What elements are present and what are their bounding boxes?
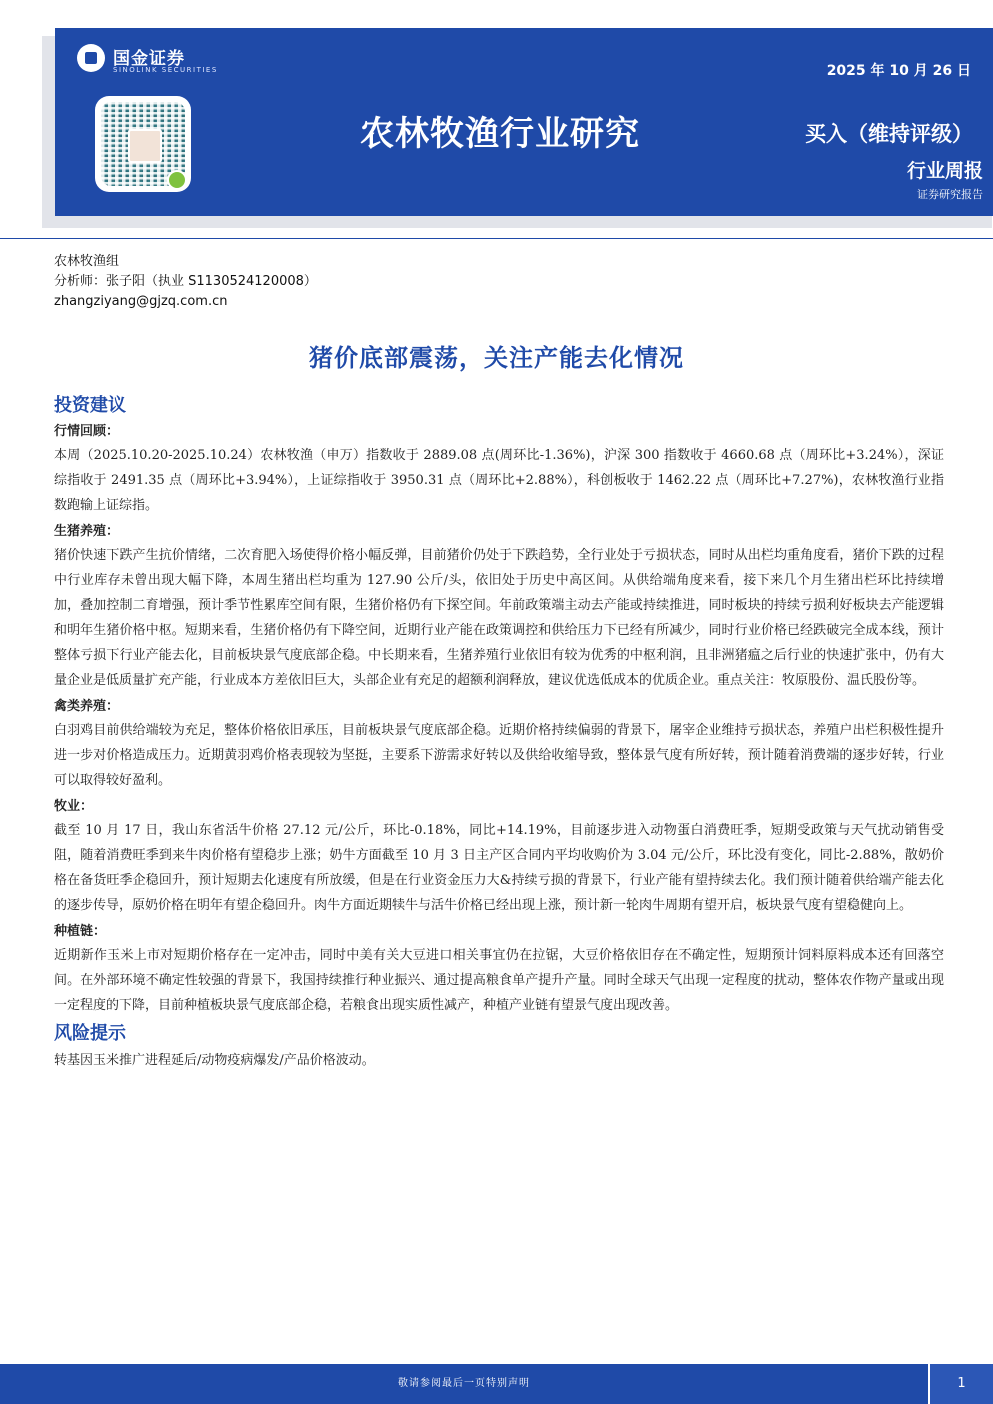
analyst: 分析师：张子阳（执业 S1130524120008） — [54, 274, 317, 289]
report-type: 行业周报 — [906, 160, 983, 182]
paragraph-poultry: 白羽鸡目前供给端较为充足，整体价格依旧承压，目前板块景气度底部企稳。近期价格持续偏弱的背景下，屠宰企业维持亏损状态，养殖户出栏积极性提升进一步对价格造成压力。近期黄羽鸡价格表现较为坚挺，主要系下游需求好转以及供给收缩导致，整体景气度有所好转，预计随着消费端的逐步好转，行业可以取得较好盈利。 — [54, 723, 944, 788]
subheading-livestock: 牧业： — [54, 799, 94, 814]
footer-disclaimer: 敬请参阅最后一页特别声明 — [398, 1378, 530, 1389]
rating: 买入（维持评级） — [805, 122, 973, 146]
page-number: 1 — [957, 1376, 966, 1391]
paragraph-livestock: 截至 10 月 17 日，我山东省活牛价格 27.12 元/公斤，环比-0.18%，同比+14.19%，目前逐步进入动物蛋白消费旺季，短期受政策与天气扰动销售受阻，随着消费旺季到来牛肉价格有望稳步上涨；奶牛方面截至 10 月 3 日主产区合同内平均收购价为 3.04 元/公斤，环比没有变化，同比-2.88%，散奶价格在备货旺季企稳回升，预计短期去化速度有所放缓，但是在行业资金压力大&持续亏损的背景下，行业产能有望持续去化。我们预计随着供给端产能去化的逐步传导，原奶价格在明年有望企稳回升。肉牛方面近期犊牛与活牛价格已经出现上涨，预计新一轮肉牛周期有望开启，板块景气度有望稳健向上。 — [54, 823, 944, 913]
industry-title: 农林牧渔行业研究 — [360, 114, 640, 154]
report-banner — [55, 28, 993, 216]
paragraph-risk: 转基因玉米推广进程延后/动物疫病爆发/产品价格波动。 — [54, 1053, 375, 1068]
subheading-hog: 生猪养殖： — [54, 524, 120, 539]
author-block — [54, 252, 317, 312]
header-divider — [0, 238, 993, 239]
logo-subtitle: SINOLINK SECURITIES — [113, 66, 218, 74]
paragraph-planting: 近期新作玉米上市对短期价格存在一定冲击，同时中美有关大豆进口相关事宜仍在拉锯，大豆价格依旧存在不确定性，短期预计饲料原料成本还有回落空间。在外部环境不确定性较强的背景下，我国持续推行种业振兴、通过提高粮食单产提升产量。同时全球天气出现一定程度的扰动，整体农作物产量或出现一定程度的下降，目前种植板块景气度底部企稳，若粮食出现实质性减产，种植产业链有望景气度出现改善。 — [54, 948, 944, 1013]
report-date: 2025 年 10 月 26 日 — [826, 63, 971, 79]
qr-code-icon — [95, 96, 191, 192]
report-body — [54, 392, 944, 1075]
paragraph-market-review: 本周（2025.10.20-2025.10.24）农林牧渔（申万）指数收于 2889.08 点(周环比-1.36%)，沪深 300 指数收于 4660.68 点（周环比+3.24%），深证综指收于 2491.35 点（周环比+3.94%），上证综指收于 3950.31 点（周环比+2.88%），科创板收于 1462.22 点（周环比+7.27%)，农林牧渔行业指数跑输上证综指。 — [54, 448, 944, 513]
subheading-poultry: 禽类养殖： — [54, 699, 120, 714]
paragraph-hog: 猪价快速下跌产生抗价情绪，二次育肥入场使得价格小幅反弹，目前猪价仍处于下跌趋势，全行业处于亏损状态，同时从出栏均重角度看，猪价下跌的过程中行业库存未曾出现大幅下降，本周生猪出栏均重为 127.90 公斤/头，依旧处于历史中高区间。从供给端角度来看，接下来几个月生猪出栏环比持续增加，叠加控制二育增强，预计季节性累库空间有限，生猪价格仍有下探空间。年前政策端主动去产能或持续推进，同时板块的持续亏损利好板块去产能逻辑和明年生猪价格中枢。短期来看，生猪价格仍有下降空间，近期行业产能在政策调控和供给压力下已经有所减少，同时行业价格已经跌破完全成本线，预计整体亏损下行业产能去化，目前板块景气度底部企稳。中长期来看，生猪养殖行业依旧有较为优秀的中枢利润，且非洲猪瘟之后行业的快速扩张中，仍有大量企业是低质量扩充产能，行业成本方差依旧巨大，头部企业有充足的超额利润释放，建议优选低成本的优质企业。重点关注：牧原股份、温氏股份等。 — [54, 548, 944, 688]
report-kind: 证券研究报告 — [917, 188, 983, 201]
report-title: 猪价底部震荡，关注产能去化情况 — [309, 344, 684, 372]
subheading-market-review: 行情回顾： — [54, 424, 120, 439]
subheading-planting: 种植链： — [54, 924, 107, 939]
sinolink-logo-icon — [77, 44, 105, 72]
section-heading-investment: 投资建议 — [54, 395, 126, 416]
logo-name: 国金证券 — [113, 49, 185, 69]
analyst-email[interactable]: zhangziyang@gjzq.com.cn — [54, 294, 228, 309]
section-heading-risk: 风险提示 — [54, 1023, 126, 1044]
research-group: 农林牧渔组 — [54, 254, 120, 269]
